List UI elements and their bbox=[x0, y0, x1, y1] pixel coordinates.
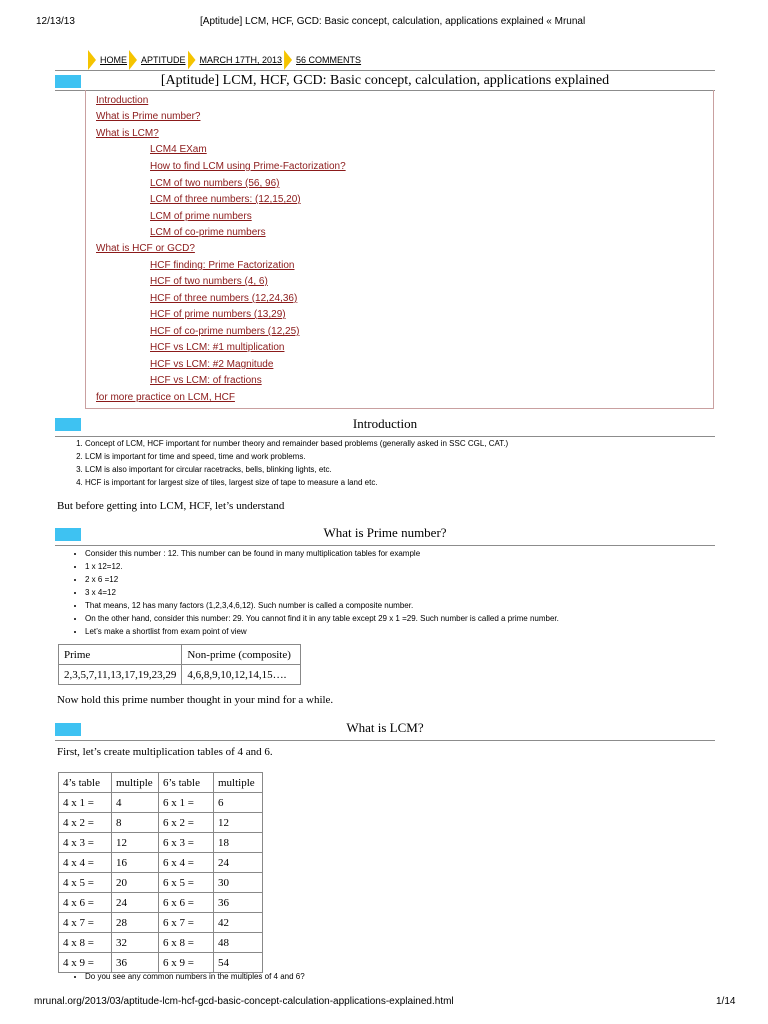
list-item: 4. HCF is important for largest size of tiles, largest size of tape to measure a land etc. bbox=[85, 476, 508, 489]
table-cell: 20 bbox=[112, 873, 159, 893]
table-cell: 4 x 5 = bbox=[59, 873, 112, 893]
multiplication-table bbox=[58, 772, 263, 973]
list-item: • Do you see any common numbers in the multiples of 4 and 6? bbox=[85, 972, 305, 981]
prime-paragraph: Now hold this prime number thought in your mind for a while. bbox=[57, 694, 334, 706]
table-cell: 42 bbox=[214, 913, 263, 933]
section-heading-prime: What is Prime number? bbox=[55, 521, 715, 546]
table-header: Prime bbox=[59, 645, 182, 665]
toc-link-lcm-two-numbers[interactable]: LCM of two numbers (56, 96) bbox=[150, 178, 280, 189]
print-page-number: 1/14 bbox=[716, 996, 736, 1007]
list-item: • On the other hand, consider this number: 29. You cannot find it in any table except 29 x 1 =29. Such number is called a prime number. bbox=[85, 612, 559, 625]
table-cell: 6 x 2 = bbox=[159, 813, 214, 833]
toc-link-hcf-prime-numbers[interactable]: HCF of prime numbers (13,29) bbox=[150, 309, 286, 320]
toc-link-prime[interactable]: What is Prime number? bbox=[96, 111, 201, 122]
table-cell: 8 bbox=[112, 813, 159, 833]
toc-link-lcm-co-prime[interactable]: LCM of co-prime numbers bbox=[150, 227, 266, 238]
intro-list bbox=[57, 437, 508, 489]
table-cell: 12 bbox=[112, 833, 159, 853]
list-item: • 3 x 4=12 bbox=[85, 586, 559, 599]
list-item: • Consider this number : 12. This number can be found in many multiplication tables for example bbox=[85, 547, 559, 560]
table-cell: 36 bbox=[214, 893, 263, 913]
toc-link-hcf[interactable]: What is HCF or GCD? bbox=[96, 243, 195, 254]
table-cell: 4 x 1 = bbox=[59, 793, 112, 813]
toc-link-hcf-co-prime[interactable]: HCF of co-prime numbers (12,25) bbox=[150, 326, 300, 337]
table-cell: 6 x 1 = bbox=[159, 793, 214, 813]
toc-link-hcf-vs-lcm-magnitude[interactable]: HCF vs LCM: #2 Magnitude bbox=[150, 359, 274, 370]
breadcrumb-arrow-icon bbox=[188, 50, 196, 70]
table-cell: 18 bbox=[214, 833, 263, 853]
table-cell: 4 x 7 = bbox=[59, 913, 112, 933]
lcm-intro-paragraph: First, let’s create multiplication tables of 4 and 6. bbox=[57, 746, 273, 758]
toc-link-lcm-exam[interactable]: LCM4 EXam bbox=[150, 144, 207, 155]
breadcrumb-comments[interactable]: 56 COMMENTS bbox=[296, 55, 362, 65]
table-cell: 4 bbox=[112, 793, 159, 813]
list-item: 2. LCM is important for time and speed, time and work problems. bbox=[85, 450, 508, 463]
table-cell: 6 x 8 = bbox=[159, 933, 214, 953]
list-item: • That means, 12 has many factors (1,2,3,4,6,12). Such number is called a composite number. bbox=[85, 599, 559, 612]
table-header: Non-prime (composite) bbox=[182, 645, 301, 665]
toc-link-more-practice[interactable]: for more practice on LCM, HCF bbox=[96, 392, 235, 403]
table-cell: 4 x 8 = bbox=[59, 933, 112, 953]
table-cell: 6 x 7 = bbox=[159, 913, 214, 933]
prime-table bbox=[58, 644, 301, 685]
print-date: 12/13/13 bbox=[36, 16, 75, 27]
table-cell: 6 bbox=[214, 793, 263, 813]
table-cell: 6 x 9 = bbox=[159, 953, 214, 973]
table-cell: 12 bbox=[214, 813, 263, 833]
table-header: 6’s table bbox=[159, 773, 214, 793]
table-cell: 4 x 4 = bbox=[59, 853, 112, 873]
list-item: • 1 x 12=12. bbox=[85, 560, 559, 573]
toc-link-lcm-three-numbers[interactable]: LCM of three numbers: (12,15,20) bbox=[150, 194, 301, 205]
table-row bbox=[59, 913, 263, 933]
table-header: multiple bbox=[214, 773, 263, 793]
table-cell: 32 bbox=[112, 933, 159, 953]
print-title: [Aptitude] LCM, HCF, GCD: Basic concept, calculation, applications explained « Mrunal bbox=[200, 16, 586, 27]
toc-link-lcm-prime-numbers[interactable]: LCM of prime numbers bbox=[150, 211, 252, 222]
breadcrumb-home[interactable]: HOME bbox=[100, 55, 127, 65]
table-cell: 4 x 2 = bbox=[59, 813, 112, 833]
table-row bbox=[59, 833, 263, 853]
table-cell: 36 bbox=[112, 953, 159, 973]
table-cell: 24 bbox=[112, 893, 159, 913]
table-row bbox=[59, 953, 263, 973]
table-cell: 4 x 9 = bbox=[59, 953, 112, 973]
list-item: • Let’s make a shortlist from exam point of view bbox=[85, 625, 559, 638]
toc-link-hcf-two-numbers[interactable]: HCF of two numbers (4, 6) bbox=[150, 276, 268, 287]
print-url: mrunal.org/2013/03/aptitude-lcm-hcf-gcd-basic-concept-calculation-applications-explained.html bbox=[34, 996, 454, 1007]
prime-list bbox=[57, 547, 559, 638]
list-item: 1. Concept of LCM, HCF important for number theory and remainder based problems (generally asked in SSC CGL, CAT.) bbox=[85, 437, 508, 450]
section-heading-introduction: Introduction bbox=[55, 412, 715, 437]
table-cell: 6 x 3 = bbox=[159, 833, 214, 853]
toc-link-lcm[interactable]: What is LCM? bbox=[96, 128, 159, 139]
table-cell: 4 x 6 = bbox=[59, 893, 112, 913]
table-cell: 30 bbox=[214, 873, 263, 893]
article-title: [Aptitude] LCM, HCF, GCD: Basic concept, calculation, applications explained bbox=[55, 70, 715, 91]
breadcrumb-aptitude[interactable]: APTITUDE bbox=[141, 55, 186, 65]
table-cell: 2,3,5,7,11,13,17,19,23,29 bbox=[59, 665, 182, 685]
table-cell: 4,6,8,9,10,12,14,15…. bbox=[182, 665, 301, 685]
toc-link-introduction[interactable]: Introduction bbox=[96, 95, 149, 106]
breadcrumb-arrow-icon bbox=[88, 50, 96, 70]
table-row bbox=[59, 873, 263, 893]
toc-link-lcm-prime-factorization[interactable]: How to find LCM using Prime-Factorization? bbox=[150, 161, 346, 172]
table-cell: 48 bbox=[214, 933, 263, 953]
table-cell: 28 bbox=[112, 913, 159, 933]
table-cell: 4 x 3 = bbox=[59, 833, 112, 853]
table-row bbox=[59, 893, 263, 913]
list-item: • 2 x 6 =12 bbox=[85, 573, 559, 586]
section-heading-lcm: What is LCM? bbox=[55, 716, 715, 741]
list-item: 3. LCM is also important for circular racetracks, bells, blinking lights, etc. bbox=[85, 463, 508, 476]
table-row bbox=[59, 853, 263, 873]
table-cell: 16 bbox=[112, 853, 159, 873]
table-cell: 6 x 6 = bbox=[159, 893, 214, 913]
toc-link-hcf-vs-lcm-fractions[interactable]: HCF vs LCM: of fractions bbox=[150, 375, 262, 386]
table-header: 4’s table bbox=[59, 773, 112, 793]
table-cell: 6 x 4 = bbox=[159, 853, 214, 873]
table-row bbox=[59, 793, 263, 813]
table-row bbox=[59, 813, 263, 833]
breadcrumb-arrow-icon bbox=[284, 50, 292, 70]
toc-link-hcf-vs-lcm-multiplication[interactable]: HCF vs LCM: #1 multiplication bbox=[150, 342, 285, 353]
table-row bbox=[59, 933, 263, 953]
lcm-question-list bbox=[57, 972, 305, 981]
table-of-contents bbox=[85, 90, 714, 409]
table-cell: 6 x 5 = bbox=[159, 873, 214, 893]
intro-paragraph: But before getting into LCM, HCF, let’s understand bbox=[57, 500, 285, 512]
breadcrumb bbox=[88, 50, 363, 70]
toc-link-hcf-prime-factorization[interactable]: HCF finding: Prime Factorization bbox=[150, 260, 295, 271]
toc-link-hcf-three-numbers[interactable]: HCF of three numbers (12,24,36) bbox=[150, 293, 298, 304]
table-cell: 24 bbox=[214, 853, 263, 873]
table-cell: 54 bbox=[214, 953, 263, 973]
breadcrumb-arrow-icon bbox=[129, 50, 137, 70]
breadcrumb-date[interactable]: MARCH 17TH, 2013 bbox=[199, 55, 283, 65]
table-header: multiple bbox=[112, 773, 159, 793]
